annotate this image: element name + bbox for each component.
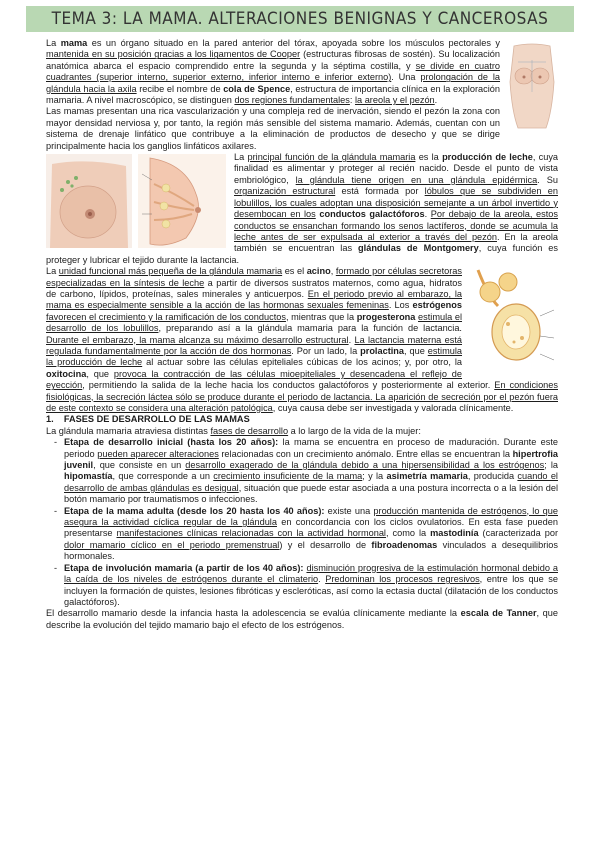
breast-anatomy-illustration xyxy=(46,154,226,248)
page-title: TEMA 3: LA MAMA. ALTERACIONES BENIGNAS Y CANCEROSAS xyxy=(51,9,549,29)
acinus-illustration xyxy=(468,266,558,370)
paragraph-phases-intro: La glándula mamaria atraviesa distintas fases de desarrollo a lo largo de la vida de la mujer: xyxy=(46,425,421,436)
stages-list xyxy=(46,437,558,608)
list-item-stage-adult: - Etapa de la mama adulta (desde los 20 hasta los 40 años): existe una producción mantenida de estrógenos, lo que asegura la actividad cíclica regular de la glándula en concordancia con los ciclos ovulatorios. En esta fase pueden presentarse manifestaciones clínicas relacionadas con la actividad hormonal, como la mastodinía (caracterizada por dolor mamario cíclico en el periodo premenstrual) y el desarrollo de fibroadenomas vinculados a desequilibrios hormonales. xyxy=(64,506,558,563)
section-heading: 1. FASES DE DESARROLLO DE LAS MAMAS xyxy=(46,414,250,425)
paragraph-anatomy: La mama es un órgano situado en la pared anterior del tórax, apoyada sobre los músculos pectorales y mantenida en su posición gracias a los ligamentos de Cooper (estructuras fibrosas de sostén). Su localización anatómica abarca el espacio comprendido entre la segunda y la séptima costilla, y se divide en cuatro cuadrantes (superior interno, superior externo, inferior interno e inferior externo). Una prolongación de la glándula hacia la axila recibe el nombre de cola de Spence, estructura de importancia clínica en la exploración mamaria. A nivel macroscópico, se distinguen dos regiones fundamentales: la areola y el pezón. xyxy=(46,38,501,106)
title-banner xyxy=(26,6,574,32)
paragraph-function: La principal función de la glándula mamaria es la producción de leche, cuya finalidad es alimentar y proteger al recién nacido. Desde el punto de vista embriológico, la glándula tiene origen en una glándula epidérmica. Su organización estructural está formada por lóbulos que se subdividen en lobulillos, los cuales adoptan una disposición semejante a un árbol invertido y desembocan en los conductos galactóforos. Por debajo de la areola, estos conductos se ensanchan formando los senos lactíferos, donde se acumula la leche antes de ser expulsada al exterior a través del pezón. En la areola también se encuentran las glándulas de Montgomery, cuya función es proteger y lubricar el tejido durante la lactancia. xyxy=(46,152,559,265)
document-body xyxy=(46,38,558,631)
paragraph-acinus: La unidad funcional más pequeña de la glándula mamaria es el acino, formado por células secretoras especializadas en la síntesis de leche a partir de diversos sustratos maternos, como agua, hidratos de carbono, lípidos, proteínas, sales minerales y anticuerpos. En el periodo previo al embarazo, la mama es especialmente sensible a la acción de las hormonas sexuales femeninas. Los estrógenos favorecen el crecimiento y la ramificación de los conductos, mientras que la progesterona estimula el desarrollo de los lobulillos, preparando así a la glándula mamaria para la función de lactancia. Durante el embarazo, la mama alcanza su máximo desarrollo estructural. La lactancia materna está regulada fundamentalmente por la acción de dos hormonas. Por un lado, la prolactina, que estimula la producción de leche al actuar sobre las células epiteliales cúbicas de los acinos; y, por otro, la oxitocina, que provoca la contracción de las células mioepiteliales y desencadena el reflejo de eyección, permitiendo la salida de la leche hacia los conductos galactóforos y posteriormente al exterior. En condiciones fisiológicas, la secreción láctea sólo se produce durante el periodo de lactancia. La aparición de secreción por el pezón fuera de este contexto se considera una alteración patológica, cuya causa debe ser investigada y valorada clínicamente. xyxy=(46,266,558,413)
list-item-stage-involution: - Etapa de involución mamaria (a partir de los 40 años): disminución progresiva de la estimulación hormonal debido a la caída de los niveles de estrógenos durante el climaterio. Predominan los procesos regresivos, entre los que se incluyen la formación de quistes, lesiones fibróticas y escleróticas, así como la ectasia ductal (dilatación de los conductos galactóforos). xyxy=(64,563,558,609)
torso-illustration xyxy=(506,42,558,130)
paragraph-tanner: El desarrollo mamario desde la infancia hasta la adolescencia se evalúa clínicamente mediante la escala de Tanner, que describe la evolución del tejido mamario bajo el efecto de los estrógenos. xyxy=(46,608,558,630)
paragraph-vascular: Las mamas presentan una rica vascularización y una compleja red de inervación, siendo el pezón la zona con mayor densidad nerviosa y, por tanto, la región más sensible del sistema mamario. Además, cuentan con un sistema de drenaje linfático que contribuye a la eliminación de productos de desecho y que se dirige principalmente hacia los ganglios linfáticos axilares. xyxy=(46,106,500,151)
list-item-stage-initial: - Etapa de desarrollo inicial (hasta los 20 años): la mama se encuentra en proceso de maduración. Durante este periodo pueden aparecer alteraciones relacionadas con un crecimiento anómalo. Entre ellas se encuentran la hipertrofia juvenil, que consiste en un desarrollo exagerado de la glándula debido a una hipersensibilidad a los estrógenos; la hipomastía, que corresponde a un crecimiento insuficiente de la mama; y la asimetría mamaria, producida cuando el desarrollo de ambas glándulas es desigual, situación que puede estar asociada a una postura incorrecta o a la lesión del botón mamario por traumatismos o infecciones. xyxy=(64,437,558,505)
